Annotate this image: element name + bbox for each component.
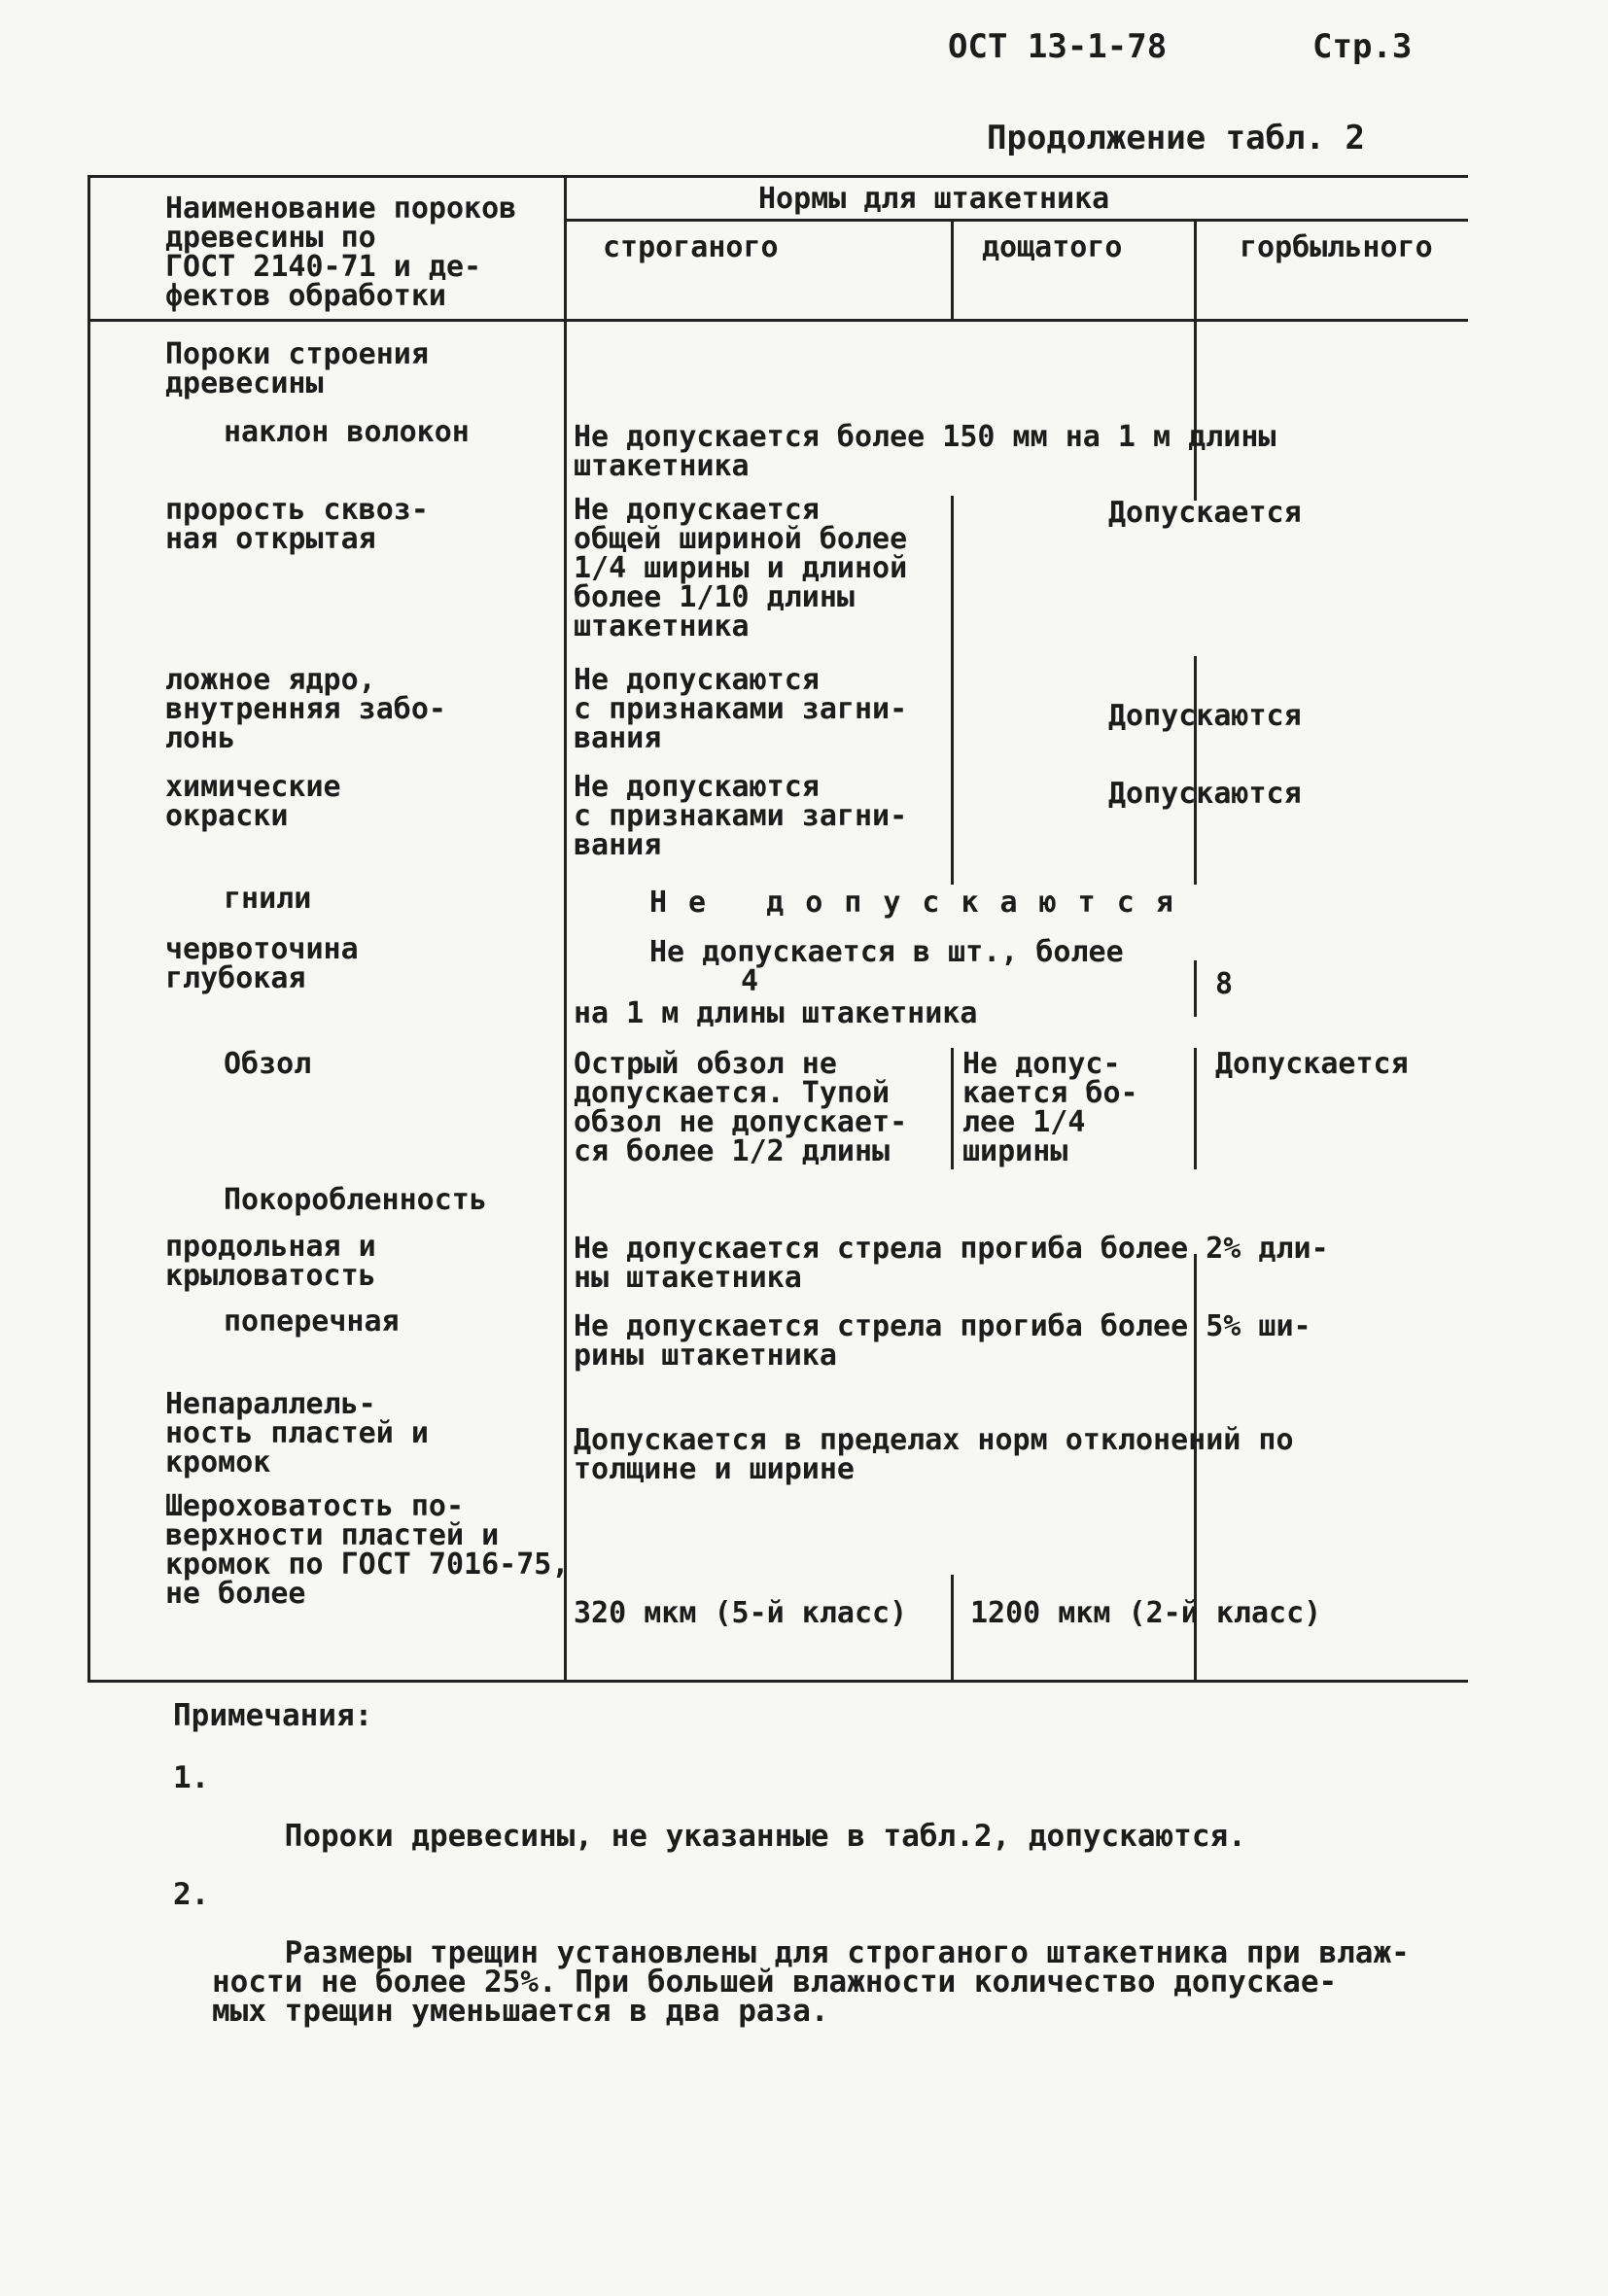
row-rot-norm: Не допускаются (649, 886, 1195, 920)
table-left-border (87, 175, 90, 1682)
document-code: ОСТ 13-1-78 (948, 27, 1168, 66)
row-false-heartwood-planed: Не допускаются с признаками загни- вания (574, 663, 908, 755)
row-false-heartwood-other: Допускаются (1108, 699, 1302, 733)
note-item (173, 1877, 1410, 2055)
header-bottom-rule (87, 319, 1468, 322)
row-grain-slope-norm: Не допускается более 150 мм на 1 м длины штакетника (574, 420, 1276, 483)
col-board-header: дощатого (982, 230, 1123, 264)
col3-divider-wormhole (1194, 960, 1197, 1017)
note-number: 2. (173, 1877, 210, 1912)
table-top-border (87, 175, 1468, 178)
row-nonparallel-name: Непараллель- ность пластей и кромок (165, 1387, 429, 1479)
col3-divider-wane (1194, 1048, 1197, 1169)
note-text: Размеры трещин установлены для строганого штакетника при влаж- ности не более 25%. При большей влажности количество допускае- мых трещин уменьшается в два раза. (212, 1935, 1410, 2029)
row-wormhole-norm: Не допускается в шт., более (649, 935, 1124, 969)
col1-header: Наименование пороков древесины по ГОСТ 2140-71 и де- фектов обработки (165, 191, 517, 313)
table-bottom-border (87, 1680, 1468, 1683)
row-warp: Покоробленность (224, 1183, 487, 1217)
row-roughness-other: 1200 мкм (2-й класс) (970, 1596, 1322, 1630)
row-longitudinal-name: продольная и крыловатость (165, 1230, 376, 1293)
notes-title: Примечания: (173, 1698, 373, 1733)
note-text: Пороки древесины, не указанные в табл.2, допускаются. (284, 1819, 1246, 1854)
page-number: Стр.3 (1312, 27, 1413, 66)
row-wormhole-count: 4 (741, 964, 759, 998)
col-slab-header: горбыльного (1240, 230, 1433, 264)
col2-divider-header (951, 219, 954, 319)
col-planed-header: строганого (603, 230, 779, 264)
row-stains-name: химические окраски (165, 770, 341, 833)
notes-section (173, 1698, 1410, 2055)
row-ingrowth-other: Допускается (1108, 496, 1302, 530)
row-wane-slab: Допускается (1215, 1047, 1409, 1081)
col2-divider-ingrowth (951, 496, 954, 885)
col1-divider (564, 175, 567, 1682)
row-longitudinal-norm: Не допускается стрела прогиба более 2% дли- ны штакетника (574, 1232, 1329, 1295)
row-wane-planed: Острый обзол не допускается. Тупой обзол не допускает- ся более 1/2 длины (574, 1047, 908, 1168)
col3-divider-stains (1194, 656, 1197, 885)
col3-divider-warp (1194, 1254, 1197, 1575)
row-wormhole-tail: на 1 м длины штакетника (574, 996, 978, 1030)
row-wood-defects: Пороки строения древесины (165, 337, 429, 400)
defects-norms-table (87, 175, 1468, 1682)
row-ingrowth-name: прорость сквоз- ная открытая (165, 493, 429, 556)
note-item (173, 1760, 1410, 1880)
row-rot-name: гнили (224, 882, 312, 916)
note-number: 1. (173, 1760, 210, 1795)
table-continuation-caption: Продолжение табл. 2 (987, 119, 1365, 157)
col2-divider-roughness (951, 1575, 954, 1682)
row-ingrowth-planed: Не допускается общей шириной более 1/4 ширины и длиной более 1/10 длины штакетника (574, 493, 908, 644)
row-transverse-norm: Не допускается стрела прогиба более 5% ши- рины штакетника (574, 1309, 1311, 1373)
col2-divider-wane (951, 1048, 954, 1169)
row-stains-planed: Не допускаются с признаками загни- вания (574, 770, 908, 862)
norms-header: Нормы для штакетника (758, 182, 1110, 216)
row-nonparallel-norm: Допускается в пределах норм отклонений по толщине и ширине (574, 1423, 1294, 1486)
row-stains-other: Допускаются (1108, 777, 1302, 811)
row-transverse-name: поперечная (224, 1305, 400, 1339)
row-roughness-name: Шероховатость по- верхности пластей и кромок по ГОСТ 7016-75, не более (165, 1489, 570, 1611)
row-false-heartwood-name: ложное ядро, внутренняя забо- лонь (165, 663, 446, 755)
row-wane-name: Обзол (224, 1047, 312, 1081)
row-grain-slope-name: наклон волокон (224, 415, 470, 449)
row-wormhole-slab-value: 8 (1215, 967, 1234, 1001)
subheader-rule (564, 219, 1468, 222)
row-roughness-planed: 320 мкм (5-й класс) (574, 1596, 908, 1630)
row-wormhole-name: червоточина глубокая (165, 932, 359, 995)
row-wane-board: Не допус- кается бо- лее 1/4 ширины (962, 1047, 1138, 1168)
